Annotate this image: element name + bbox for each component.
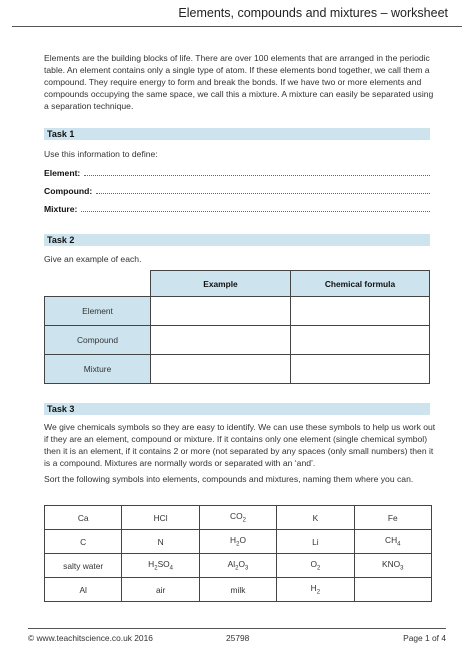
table-row xyxy=(45,554,432,578)
table-row xyxy=(45,506,432,530)
footer-code: 25798 xyxy=(226,633,250,643)
symbol-cell: Al xyxy=(45,578,122,602)
footer-page-number: Page 1 of 4 xyxy=(403,633,446,643)
answer-cell[interactable] xyxy=(291,297,430,326)
symbol-cell: C xyxy=(45,530,122,554)
symbol-cell: $H_2SO_4$ xyxy=(122,554,199,578)
table-row xyxy=(45,578,432,602)
symbol-cell: $O_2$ xyxy=(277,554,354,578)
symbol-cell: air xyxy=(122,578,199,602)
table-row xyxy=(45,297,430,326)
example-table xyxy=(44,270,430,384)
definition-compound[interactable] xyxy=(44,184,430,196)
answer-cell[interactable] xyxy=(291,355,430,384)
symbol-cell: Fe xyxy=(354,506,431,530)
definition-element[interactable] xyxy=(44,166,430,178)
symbol-cell: $CH_4$ xyxy=(354,530,431,554)
task2-header xyxy=(44,234,430,246)
task1-instruction: Use this information to define: xyxy=(44,149,158,159)
task2-label: Task 2 xyxy=(47,235,75,245)
task1-label: Task 1 xyxy=(47,129,75,139)
title-rule xyxy=(12,26,462,27)
footer-rule xyxy=(28,628,446,629)
symbol-cell: Ca xyxy=(45,506,122,530)
task2-instruction: Give an example of each. xyxy=(44,254,142,264)
table-row xyxy=(45,326,430,355)
footer-copyright: © www.teachitscience.co.uk 2016 xyxy=(28,633,153,643)
definition-label: Compound: xyxy=(44,186,93,196)
task3-header xyxy=(44,403,430,415)
intro-paragraph: Elements are the building blocks of life. There are over 100 elements that are arranged in the periodic table. An element contains only a single type of atom. If these elements bond together, we call them a compound. They require energy to form and break the bonds. If we have two or more elements and compounds occupying the same space, we call this a mixture. A mixture can easily be separated using a separation technique. xyxy=(44,53,434,111)
table-row xyxy=(45,355,430,384)
task3-instruction: Sort the following symbols into elements, compounds and mixtures, naming them where you can. xyxy=(44,474,414,484)
row-header-element: Element xyxy=(45,297,151,326)
symbol-cell: K xyxy=(277,506,354,530)
answer-cell[interactable] xyxy=(151,355,291,384)
task1-header xyxy=(44,128,430,140)
symbol-cell: Li xyxy=(277,530,354,554)
symbol-cell: $H_2O$ xyxy=(199,530,276,554)
row-header-compound: Compound xyxy=(45,326,151,355)
symbol-cell: $H_2$ xyxy=(277,578,354,602)
answer-cell[interactable] xyxy=(151,326,291,355)
table-row xyxy=(45,530,432,554)
answer-cell[interactable] xyxy=(291,326,430,355)
page-title: Elements, compounds and mixtures – worksheet xyxy=(178,6,448,20)
column-header-example: Example xyxy=(151,271,291,297)
table-corner xyxy=(45,271,151,297)
row-header-mixture: Mixture xyxy=(45,355,151,384)
symbol-cell: $Al_2O_3$ xyxy=(199,554,276,578)
definition-dotted-line[interactable] xyxy=(96,193,430,194)
definition-mixture[interactable] xyxy=(44,202,430,214)
symbol-cell: milk xyxy=(199,578,276,602)
answer-cell[interactable] xyxy=(151,297,291,326)
symbol-cell xyxy=(354,578,431,602)
symbol-cell: salty water xyxy=(45,554,122,578)
column-header-formula: Chemical formula xyxy=(291,271,430,297)
symbol-cell: HCl xyxy=(122,506,199,530)
symbol-cell: N xyxy=(122,530,199,554)
definition-dotted-line[interactable] xyxy=(81,211,430,212)
symbols-table xyxy=(44,505,432,602)
symbol-cell: $CO_2$ xyxy=(199,506,276,530)
task3-paragraph: We give chemicals symbols so they are easy to identify. We can use these symbols to help us work out if they are an element, compound or mixture. If it contains only one element (single chemical symbol) then it is an element, if it contains 2 or more (not separated by any spaces (only small numbers) then it is a compound. Mixtures are normally words or separated with an ‘and’. xyxy=(44,422,436,468)
definition-label: Mixture: xyxy=(44,204,78,214)
symbol-cell: $KNO_3$ xyxy=(354,554,431,578)
task3-label: Task 3 xyxy=(47,404,75,414)
definition-label: Element: xyxy=(44,168,81,178)
definition-dotted-line[interactable] xyxy=(84,175,430,176)
